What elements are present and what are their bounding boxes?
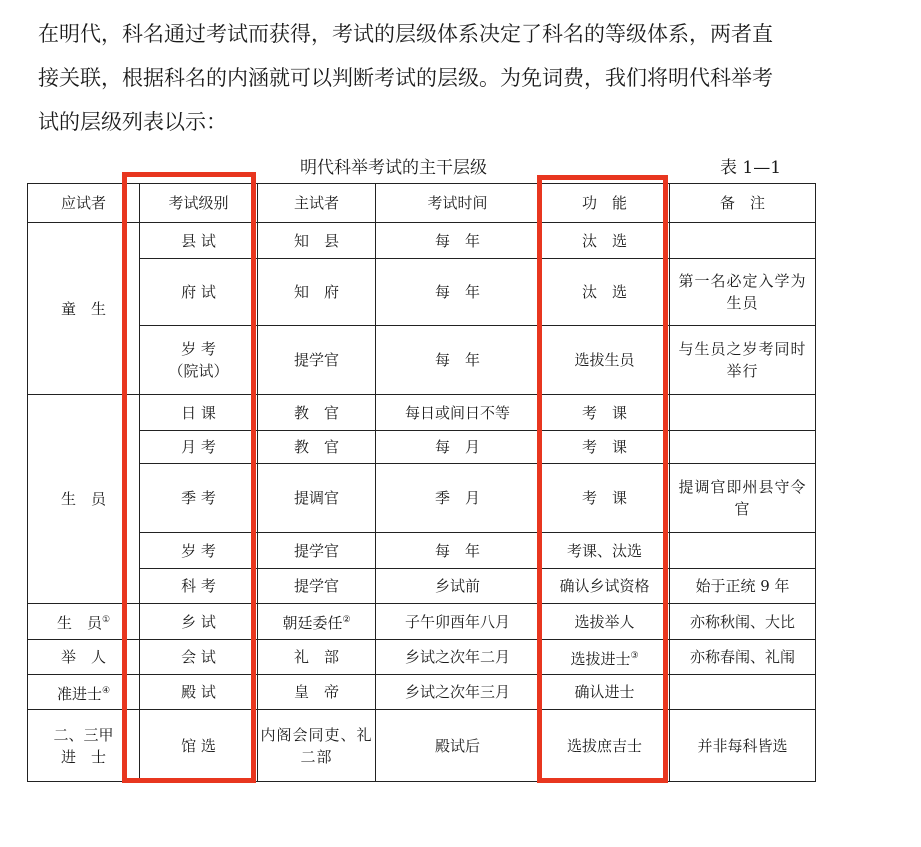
level-cell: 日 课 bbox=[140, 395, 258, 431]
function-cell: 选拔生员 bbox=[540, 326, 670, 395]
examiner-cell: 礼 部 bbox=[258, 640, 376, 675]
time-cell: 季 月 bbox=[376, 464, 540, 533]
level-line: （院试） bbox=[168, 362, 229, 380]
note-cell: 与生员之岁考同时举行 bbox=[670, 326, 816, 395]
function-cell: 考 课 bbox=[540, 431, 670, 464]
candidate-cell: 举 人 bbox=[28, 640, 140, 675]
level-cell: 月 考 bbox=[140, 431, 258, 464]
examiner-cell: 内阁会同吏、礼二部 bbox=[258, 710, 376, 782]
note-cell: 亦称春闱、礼闱 bbox=[670, 640, 816, 675]
function-cell: 选拔庶吉士 bbox=[540, 710, 670, 782]
examiner-cell: 教 官 bbox=[258, 395, 376, 431]
candidate-line: 进 士 bbox=[60, 747, 106, 766]
examiner-cell: 教 官 bbox=[258, 431, 376, 464]
level-cell: 科 考 bbox=[140, 569, 258, 604]
examiner-cell: 知 府 bbox=[258, 259, 376, 326]
examiner-cell: 知 县 bbox=[258, 223, 376, 259]
header-cell: 功 能 bbox=[540, 184, 670, 223]
note-cell bbox=[670, 395, 816, 431]
examiner-cell: 皇 帝 bbox=[258, 675, 376, 710]
footnote-mark: ③ bbox=[630, 650, 639, 661]
level-cell: 府 试 bbox=[140, 259, 258, 326]
function-cell: 确认进士 bbox=[540, 675, 670, 710]
time-cell: 每 年 bbox=[376, 533, 540, 569]
level-line: 岁 考 bbox=[181, 340, 216, 358]
examiner-label: 朝廷委任 bbox=[282, 614, 343, 632]
function-cell: 考 课 bbox=[540, 395, 670, 431]
time-cell: 乡试前 bbox=[376, 569, 540, 604]
level-cell: 会 试 bbox=[140, 640, 258, 675]
note-cell bbox=[670, 223, 816, 259]
time-cell: 殿试后 bbox=[376, 710, 540, 782]
note-cell: 并非每科皆选 bbox=[670, 710, 816, 782]
table-title: 明代科举考试的主干层级 bbox=[300, 158, 487, 178]
note-cell bbox=[670, 431, 816, 464]
header-cell: 主试者 bbox=[258, 184, 376, 223]
header-cell: 考试级别 bbox=[140, 184, 258, 223]
level-cell: 殿 试 bbox=[140, 675, 258, 710]
highlight-box-function bbox=[537, 175, 668, 783]
note-cell: 提调官即州县守令官 bbox=[670, 464, 816, 533]
note-cell bbox=[670, 533, 816, 569]
footnote-mark: ④ bbox=[101, 685, 111, 696]
candidate-label: 生 员 bbox=[56, 614, 102, 632]
footnote-mark: ① bbox=[101, 615, 111, 625]
examiner-cell: 提学官 bbox=[258, 326, 376, 395]
highlight-box-exam-level bbox=[122, 172, 256, 783]
examiner-cell bbox=[258, 604, 376, 640]
time-cell: 每日或间日不等 bbox=[376, 395, 540, 431]
examiner-cell: 提学官 bbox=[258, 569, 376, 604]
note-cell: 始于正统 9 年 bbox=[670, 569, 816, 604]
header-cell: 考试时间 bbox=[376, 184, 540, 223]
footnote-mark: ② bbox=[342, 615, 351, 625]
candidate-cell: 童 生 bbox=[28, 223, 140, 395]
time-cell: 每 年 bbox=[376, 326, 540, 395]
candidate-line: 二、三甲 bbox=[53, 725, 114, 744]
time-cell: 子午卯酉年八月 bbox=[376, 604, 540, 640]
intro-line: 试的层级列表以示： bbox=[38, 110, 227, 134]
function-cell: 汰 选 bbox=[540, 223, 670, 259]
time-cell: 每 月 bbox=[376, 431, 540, 464]
table-number: 表 1—1 bbox=[720, 158, 782, 178]
level-cell: 乡 试 bbox=[140, 604, 258, 640]
level-cell: 县 试 bbox=[140, 223, 258, 259]
time-cell: 乡试之次年三月 bbox=[376, 675, 540, 710]
function-cell: 考课、汰选 bbox=[540, 533, 670, 569]
time-cell: 每 年 bbox=[376, 259, 540, 326]
intro-line: 在明代，科名通过考试而获得，考试的层级体系决定了科名的等级体系，两者直 bbox=[38, 22, 773, 46]
function-cell: 汰 选 bbox=[540, 259, 670, 326]
note-cell: 第一名必定入学为生员 bbox=[670, 259, 816, 326]
candidate-cell: 生 员 bbox=[28, 395, 140, 604]
function-cell: 选拔举人 bbox=[540, 604, 670, 640]
header-cell: 备 注 bbox=[670, 184, 816, 223]
examiner-cell: 提学官 bbox=[258, 533, 376, 569]
note-cell bbox=[670, 675, 816, 710]
function-cell: 确认乡试资格 bbox=[540, 569, 670, 604]
function-cell: 考 课 bbox=[540, 464, 670, 533]
intro-paragraph bbox=[38, 12, 838, 144]
examiner-cell: 提调官 bbox=[258, 464, 376, 533]
level-cell: 馆 选 bbox=[140, 710, 258, 782]
function-label: 选拔进士 bbox=[570, 649, 631, 668]
candidate-label: 准进士 bbox=[56, 684, 102, 703]
time-cell: 乡试之次年二月 bbox=[376, 640, 540, 675]
header-cell: 应试者 bbox=[28, 184, 140, 223]
level-cell: 季 考 bbox=[140, 464, 258, 533]
time-cell: 每 年 bbox=[376, 223, 540, 259]
intro-line: 接关联，根据科名的内涵就可以判断考试的层级。为免词费，我们将明代科举考 bbox=[38, 66, 773, 90]
note-cell: 亦称秋闱、大比 bbox=[670, 604, 816, 640]
level-cell: 岁 考 bbox=[140, 533, 258, 569]
